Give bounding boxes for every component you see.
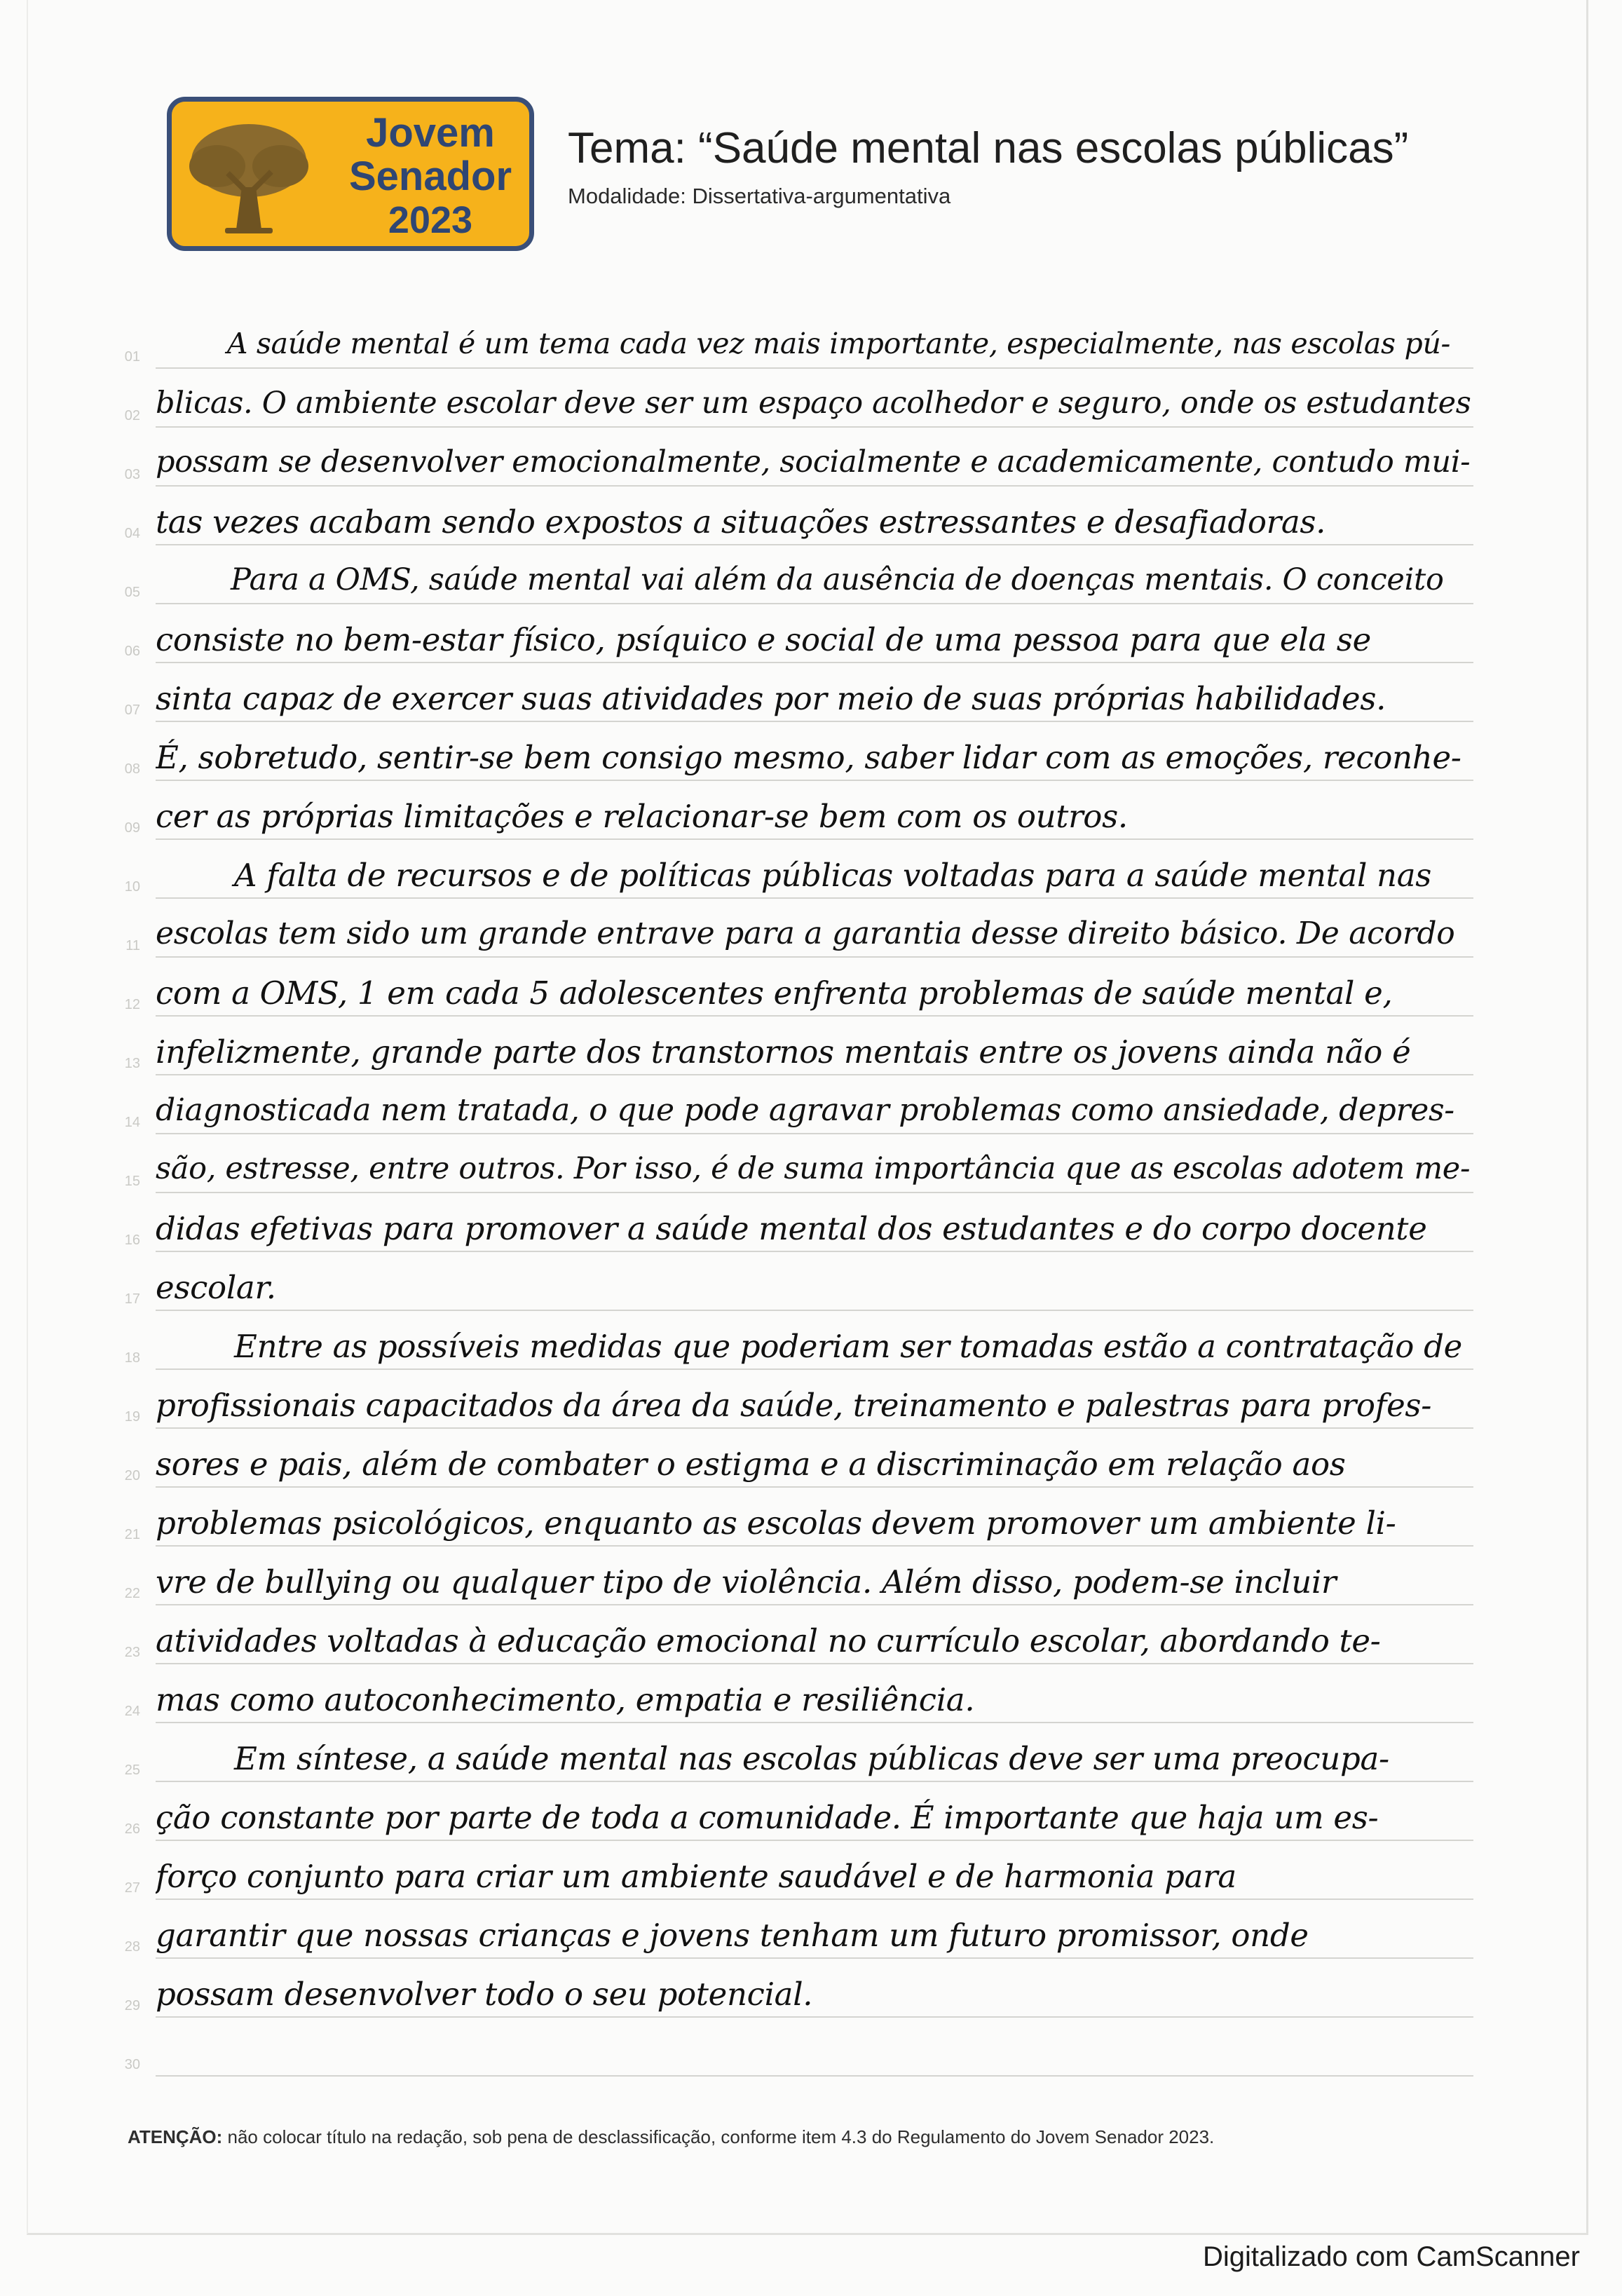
essay-line-text: possam se desenvolver emocionalmente, socialmente e academicamente, contudo mui- bbox=[156, 444, 1471, 480]
essay-line-text: diagnosticada nem tratada, o que pode agravar problemas como ansiedade, depres- bbox=[156, 1092, 1454, 1128]
camscanner-watermark: Digitalizado com CamScanner bbox=[1202, 2241, 1580, 2272]
line-number: 02 bbox=[124, 408, 140, 423]
ruled-line bbox=[156, 1663, 1473, 1664]
ruled-line bbox=[156, 1427, 1473, 1429]
line-number: 18 bbox=[124, 1350, 140, 1366]
essay-modality: Modalidade: Dissertativa-argumentativa bbox=[568, 184, 951, 208]
ruled-line bbox=[156, 603, 1473, 604]
ruled-line bbox=[156, 1192, 1473, 1193]
line-number: 19 bbox=[124, 1409, 140, 1425]
ruled-line bbox=[156, 1310, 1473, 1311]
essay-line-text: escolas tem sido um grande entrave para a garantia desse direito básico. De acordo bbox=[156, 916, 1455, 951]
logo-text bbox=[329, 111, 532, 242]
ruled-line bbox=[156, 2075, 1473, 2077]
essay-line-text: Em síntese, a saúde mental nas escolas públicas deve ser uma preocupa- bbox=[156, 1740, 1389, 1777]
line-number: 14 bbox=[124, 1115, 140, 1130]
line-number: 11 bbox=[125, 938, 140, 953]
ruled-line bbox=[156, 1251, 1473, 1252]
logo-line-jovem: Jovem bbox=[366, 110, 495, 156]
line-number: 08 bbox=[124, 761, 140, 777]
attention-text: não colocar título na redação, sob pena de desclassificação, conforme item 4.3 do Regulamento do Jovem Senador 2023. bbox=[222, 2126, 1215, 2147]
essay-line-text: Entre as possíveis medidas que poderiam ser tomadas estão a contratação de bbox=[156, 1328, 1462, 1365]
ruled-line bbox=[156, 1840, 1473, 1841]
essay-theme-title: Tema: “Saúde mental nas escolas públicas” bbox=[568, 124, 1409, 172]
tree-icon bbox=[186, 117, 312, 240]
essay-line-text: forço conjunto para criar um ambiente saudável e de harmonia para bbox=[156, 1858, 1236, 1895]
ruled-line bbox=[156, 1368, 1473, 1370]
essay-line-text: didas efetivas para promover a saúde mental dos estudantes e do corpo docente bbox=[156, 1210, 1427, 1247]
line-number: 17 bbox=[124, 1291, 140, 1307]
line-number: 27 bbox=[124, 1880, 140, 1896]
essay-line-text: Para a OMS, saúde mental vai além da ausência de doenças mentais. O conceito bbox=[156, 562, 1444, 597]
line-number: 07 bbox=[124, 702, 140, 718]
line-number: 30 bbox=[124, 2057, 140, 2072]
line-number: 05 bbox=[124, 585, 140, 600]
ruled-line bbox=[156, 1722, 1473, 1723]
ruled-line bbox=[156, 956, 1473, 958]
line-number: 03 bbox=[124, 467, 140, 482]
line-number: 01 bbox=[124, 349, 140, 365]
essay-line-text: tas vezes acabam sendo expostos a situações estressantes e desafiadoras. bbox=[156, 503, 1326, 541]
ruled-line bbox=[156, 485, 1473, 487]
ruled-line bbox=[156, 721, 1473, 722]
ruled-line bbox=[156, 1015, 1473, 1017]
essay-line-text: A falta de recursos e de políticas públicas voltadas para a saúde mental nas bbox=[156, 857, 1432, 894]
essay-line-text: ção constante por parte de toda a comunidade. É importante que haja um es- bbox=[156, 1799, 1379, 1836]
ruled-line bbox=[156, 1898, 1473, 1900]
line-number: 10 bbox=[124, 879, 140, 895]
ruled-line bbox=[156, 426, 1473, 428]
line-number: 15 bbox=[124, 1174, 140, 1189]
essay-line-text: mas como autoconhecimento, empatia e resiliência. bbox=[156, 1681, 975, 1718]
line-number: 29 bbox=[124, 1998, 140, 2013]
attention-notice bbox=[128, 2126, 1214, 2148]
essay-line-text: escolar. bbox=[156, 1269, 276, 1306]
line-number: 16 bbox=[124, 1232, 140, 1248]
essay-line-text: consiste no bem-estar físico, psíquico e social de uma pessoa para que ela se bbox=[156, 621, 1371, 658]
essay-line-text: atividades voltadas à educação emocional no currículo escolar, abordando te- bbox=[156, 1622, 1381, 1659]
essay-line-text: problemas psicológicos, enquanto as escolas devem promover um ambiente li- bbox=[156, 1504, 1396, 1542]
line-number: 20 bbox=[124, 1468, 140, 1483]
line-number: 22 bbox=[124, 1586, 140, 1601]
ruled-line bbox=[156, 1545, 1473, 1547]
ruled-line bbox=[156, 367, 1473, 369]
line-number: 28 bbox=[124, 1939, 140, 1955]
line-number: 23 bbox=[124, 1645, 140, 1660]
attention-label: ATENÇÃO: bbox=[128, 2126, 223, 2147]
ruled-line bbox=[156, 1781, 1473, 1782]
line-number: 13 bbox=[124, 1056, 140, 1071]
line-number: 09 bbox=[124, 820, 140, 836]
ruled-line bbox=[156, 897, 1473, 899]
jovem-senador-logo bbox=[167, 97, 534, 251]
essay-line-text: profissionais capacitados da área da saúde, treinamento e palestras para profes- bbox=[156, 1387, 1432, 1424]
line-number: 06 bbox=[124, 644, 140, 659]
ruled-line bbox=[156, 780, 1473, 781]
ruled-line bbox=[156, 1133, 1473, 1134]
essay-line-text: vre de bullying ou qualquer tipo de violência. Além disso, podem-se incluir bbox=[156, 1563, 1337, 1601]
logo-line-senador: Senador bbox=[348, 154, 512, 199]
essay-line-text: A saúde mental é um tema cada vez mais importante, especialmente, nas escolas pú- bbox=[156, 327, 1451, 360]
essay-line-text: sinta capaz de exercer suas atividades por meio de suas próprias habilidades. bbox=[156, 680, 1386, 717]
line-number: 21 bbox=[124, 1527, 140, 1542]
essay-line-text: com a OMS, 1 em cada 5 adolescentes enfrenta problemas de saúde mental e, bbox=[156, 974, 1393, 1012]
essay-line-text: sores e pais, além de combater o estigma e a discriminação em relação aos bbox=[156, 1446, 1346, 1483]
ruled-line bbox=[156, 1957, 1473, 1959]
essay-line-text: É, sobretudo, sentir-se bem consigo mesmo, saber lidar com as emoções, reconhe- bbox=[156, 739, 1461, 776]
ruled-line bbox=[156, 662, 1473, 663]
essay-line-text: são, estresse, entre outros. Por isso, é de suma importância que as escolas adotem me- bbox=[156, 1151, 1471, 1186]
ruled-line bbox=[156, 544, 1473, 545]
ruled-line bbox=[156, 1604, 1473, 1605]
line-number: 04 bbox=[124, 526, 140, 541]
ruled-line bbox=[156, 838, 1473, 840]
line-number: 12 bbox=[124, 997, 140, 1012]
essay-line-text: garantir que nossas crianças e jovens tenham um futuro promissor, onde bbox=[156, 1917, 1309, 1954]
line-number: 24 bbox=[124, 1704, 140, 1719]
logo-year: 2023 bbox=[388, 199, 473, 241]
essay-line-text: blicas. O ambiente escolar deve ser um espaço acolhedor e seguro, onde os estudantes bbox=[156, 386, 1471, 421]
line-number: 25 bbox=[124, 1762, 140, 1778]
essay-line-text: infelizmente, grande parte dos transtornos mentais entre os jovens ainda não é bbox=[156, 1033, 1411, 1071]
essay-line-text: cer as próprias limitações e relacionar-se bem com os outros. bbox=[156, 798, 1128, 835]
ruled-line bbox=[156, 1486, 1473, 1488]
essay-line-text: possam desenvolver todo o seu potencial. bbox=[156, 1976, 813, 2013]
ruled-line bbox=[156, 1074, 1473, 1075]
ruled-line bbox=[156, 2016, 1473, 2018]
line-number: 26 bbox=[124, 1821, 140, 1837]
